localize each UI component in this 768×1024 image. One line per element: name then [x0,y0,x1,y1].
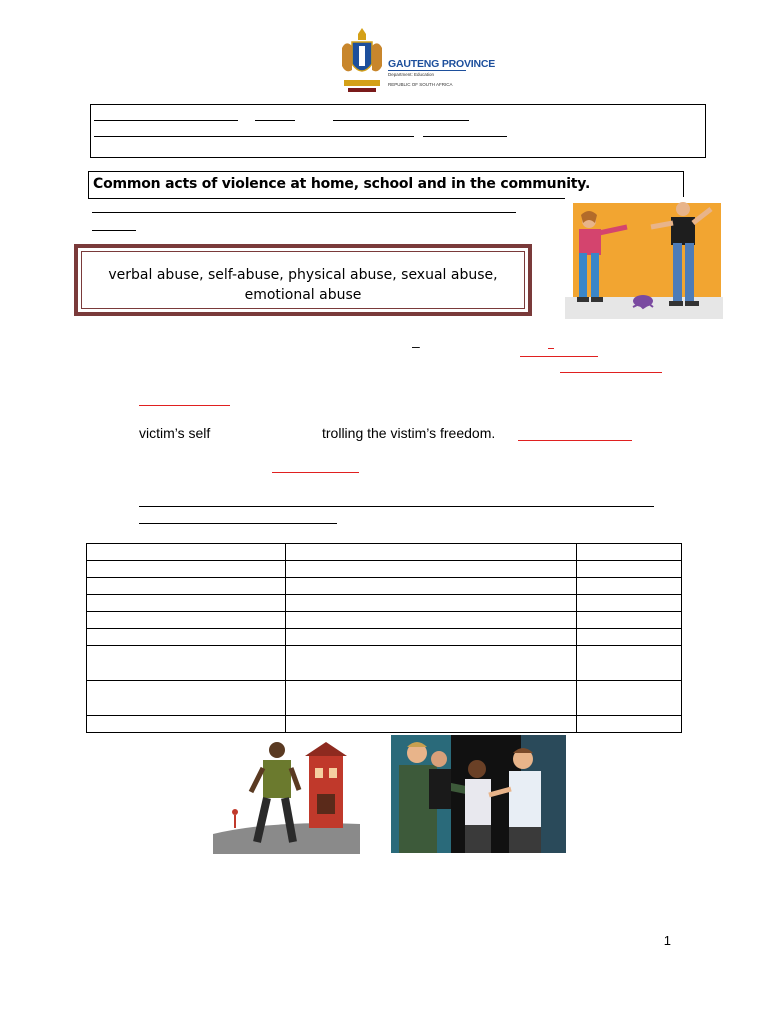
table-row [87,716,682,733]
controlling-freedom-text: trolling the vistim’s freedom. [322,425,496,441]
table-cell[interactable] [577,646,682,681]
victim-self-text: victim’s self [139,425,211,441]
logo-divider [388,70,466,71]
writing-line-1[interactable] [139,506,654,507]
table-row [87,578,682,595]
answer-line-1[interactable] [520,356,598,357]
table-cell[interactable] [285,716,577,733]
logo-country: REPUBLIC OF SOUTH AFRICA [388,82,453,87]
school-violence-illustration [213,738,360,854]
violence-table [86,543,682,733]
table-row [87,612,682,629]
table-cell[interactable] [285,646,577,681]
page-number: 1 [663,933,671,948]
table-cell[interactable] [285,578,577,595]
table-cell[interactable] [87,629,286,646]
answer-line-2[interactable] [560,372,662,373]
word-bank-inner-border [81,251,525,309]
table-row [87,544,682,561]
gauteng-logo [338,26,496,96]
answer-line-1-mark [548,348,554,349]
table-cell[interactable] [577,561,682,578]
table-cell[interactable] [577,716,682,733]
bullying-image [391,735,566,853]
table-row [87,681,682,716]
table-cell[interactable] [87,578,286,595]
table-cell[interactable] [285,629,577,646]
table-cell[interactable] [285,681,577,716]
table-cell[interactable] [87,646,286,681]
school-violence-image [213,738,360,854]
table-row [87,629,682,646]
table-cell[interactable] [577,681,682,716]
table-cell[interactable] [577,595,682,612]
dash-text: – [412,338,420,354]
table-cell[interactable] [285,561,577,578]
table-cell[interactable] [87,561,286,578]
table-cell[interactable] [87,595,286,612]
table-row [87,646,682,681]
table-cell[interactable] [285,595,577,612]
class-line[interactable] [423,136,507,137]
word-bank-box [74,244,532,316]
table-cell[interactable] [285,612,577,629]
answer-line-4[interactable] [518,440,632,441]
table-row [87,595,682,612]
domestic-violence-illustration [565,197,723,319]
date-line[interactable] [333,120,469,121]
bullying-illustration [391,735,566,853]
table-cell[interactable] [87,612,286,629]
answer-line-5[interactable] [272,472,359,473]
learner-details-box [90,104,706,158]
name-line[interactable] [94,120,238,121]
answer-line-3[interactable] [139,405,230,406]
grade-line[interactable] [255,120,295,121]
section-title: Common acts of violence at home, school and in the community. [93,176,591,192]
table-cell[interactable] [87,716,286,733]
school-line[interactable] [94,136,414,137]
logo-province-name: GAUTENG PROVINCE [388,58,496,70]
domestic-violence-image [565,197,723,319]
instruction-line-2 [92,230,136,231]
table-cell[interactable] [577,544,682,561]
table-cell[interactable] [87,544,286,561]
table-cell[interactable] [577,629,682,646]
logo-department: Department: Education [388,72,435,77]
table-cell[interactable] [577,578,682,595]
table-cell[interactable] [87,681,286,716]
writing-line-2[interactable] [139,523,337,524]
coat-of-arms-icon [338,26,386,96]
section-title-box [88,171,684,199]
table-cell[interactable] [285,544,577,561]
word-bank-text: verbal abuse, self-abuse, physical abuse, sexual abuse, emotional abuse [108,267,498,303]
table-row [87,561,682,578]
table-cell[interactable] [577,612,682,629]
instruction-line-1 [92,212,516,213]
